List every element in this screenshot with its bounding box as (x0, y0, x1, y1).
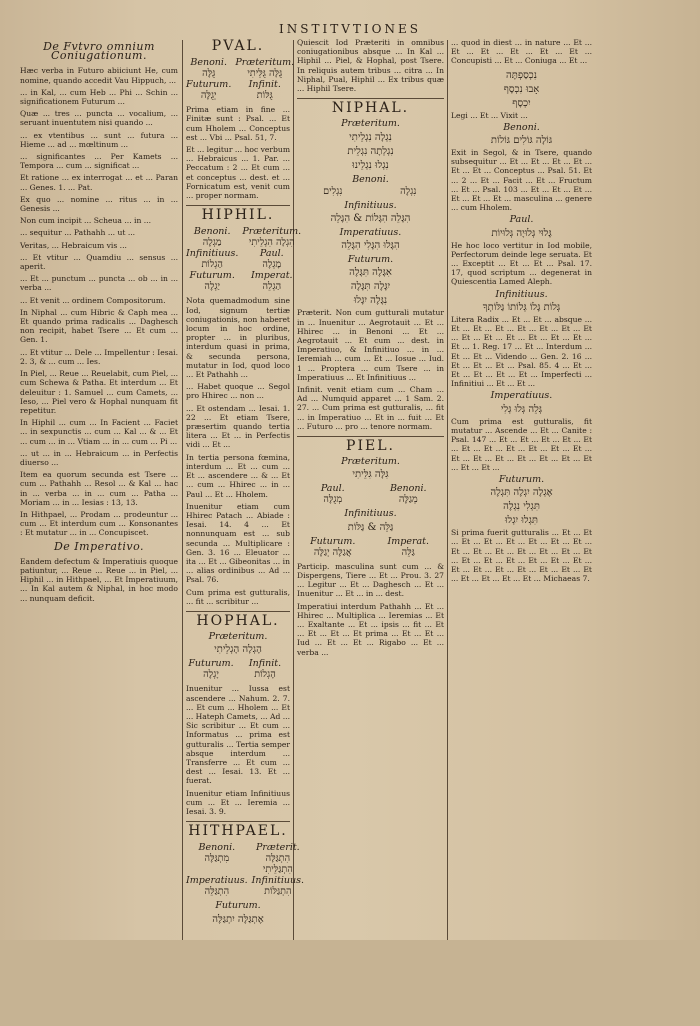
label: Futurum. (186, 79, 232, 91)
section-heading-hiphil: HIPHIL. (201, 207, 275, 224)
hebrew-form: נִגָּלֶה יִגָּלוּ (353, 295, 388, 307)
column-1 (20, 38, 178, 948)
hebrew-form: הַגְלֵה (262, 281, 282, 293)
paragraph: Veritas, ... Hebraicum vis ... (20, 240, 127, 250)
hebrew-form: נִכְסַפְתָּה (506, 69, 537, 81)
col1-body2 (20, 308, 178, 538)
hithpael-paradigm (186, 842, 305, 898)
section-heading-futurum: Futurum. (498, 473, 545, 485)
pual-paradigm (186, 57, 295, 102)
paragraph: Imperatiui interdum Pathahh ... Et ... Hhirec ... Multiplica ... Ieremias ... Et ... Exaltante ... Et ... ipsis ... fit ... Et ... Et ... Et ... Et prima ... Et ... Et ... Iud ... Et ... Et ... Rigabo ... Et ... verba ... (297, 601, 444, 657)
hebrew-form: תִּגְלִי נִגְלֶה (503, 501, 540, 513)
paragraph: Cum prima est gutturalis, ... fit ... scribitur ... (186, 587, 290, 606)
section-heading-paul: Paul. (509, 214, 534, 226)
hebrew-form: נִגְלִים (323, 185, 343, 197)
hebrew-form: גִּלָּה גִּלֵּיתִי (352, 469, 389, 481)
column-rule (182, 40, 183, 940)
paragraph: Si prima fuerit gutturalis ... Et ... Et ... Et ... Et ... Et ... Et ... Et ... Et ... Et ... Et ... Et ... Et ... Et ... Et ... Et ... Et ... Et ... Et ... Et ... Et ... Et ... Et ... Et ... Et ... Et ... Et ... Et ... Et ... Et ... Et ... Et ... Et ... Michaeas 7. (451, 528, 592, 584)
paragraph: Quæ ... tres ... puncta ... vocalium, ... seruant inuentutem nisi quando ... (20, 109, 178, 128)
hebrew-form: יִכְסָף (512, 97, 531, 109)
section-heading-infinitiuus: Infinitiuus. (495, 288, 548, 300)
label: Infinit. (248, 79, 281, 91)
column-rule (447, 40, 448, 940)
hebrew-form: גֻּלֶּה (202, 68, 216, 80)
hebrew-form: יִגָּלֶה תִּגָּלֶה (350, 281, 391, 293)
label: Infinitiuus. (344, 199, 397, 211)
label: Præteritum. (208, 631, 268, 643)
label: Paul. (320, 483, 345, 495)
hebrew-form: גַּלֵּה (401, 546, 415, 558)
paragraph: Et ratione ... ex interrogat ... et ... Paran ... Genes. 1. ... Pat. (20, 173, 178, 192)
paragraph: Quiescit Iod Præteriti in omnibus coniugationibus absque ... In Kal ... Hiphil ... Piel, & Hophal, post Tsere. In reliquis autem tribus ... citra ... In Niphal, Pual, Hiphil ... Ex tribus quæ ... Hiphil Tsere. (297, 38, 444, 94)
hebrew-form: נִגְלֶה (400, 185, 417, 197)
label: Benoni. (198, 842, 236, 854)
hebrew-form: גֻּלּוֹת (256, 90, 273, 102)
col1-body1 (20, 66, 178, 304)
label: Benoni. (190, 57, 227, 69)
section-heading-hithpael: HITHPAEL. (188, 823, 288, 840)
section-heading-pual: PVAL. (211, 38, 265, 54)
section-heading-de-futuro: De Fvtvro omnium Coniugationum. (43, 40, 155, 63)
paragraph: Nota quemadmodum sine Iod, signum tertiæ coniugationis, non haberet locum in hoc ordine, propter ... in pluribus, interdum quasi in prima, & secunda persona, mutatur in Iod, quod loco ... Et Pathahh ... (186, 296, 290, 380)
paragraph: Particip. masculina sunt cum ... & Dispergens, Tiere ... Et ... Prou. 3. 27 ... Legitur ... Et ... Daghesch ... Et ... Inuenitur ... Et ... in ... dest. (297, 561, 444, 599)
hebrew-form: יַגְלֶה (204, 281, 221, 293)
hebrew-form: יְגֻלֶּה (200, 90, 217, 102)
hebrew-form: הִתְגַּלֵּה (204, 886, 230, 898)
label: Infinit. (248, 658, 282, 670)
label: Futurum. (347, 254, 394, 266)
paragraph: ... Et venit ... ordinem Compositorum. (20, 295, 166, 305)
paragraph: ... sequitur ... Pathahh ... ut ... (20, 228, 136, 238)
hebrew-form: מַגְלֶה (202, 237, 222, 249)
label: Imperat. (251, 270, 293, 282)
paragraph: Et ... legitur ... hoc verbum ... Hebraicus ... 1. Par. ... Peccatum : 2 ... Et cum ... et conceptus ... dest. et ... Fornicatum est, venit cum ... proper normam. (186, 145, 291, 201)
hebrew-form: הִגָּלוּ הִגָּלִי הִגָּלֵה (341, 240, 400, 252)
section-heading-hophal: HOPHAL. (196, 612, 280, 629)
paragraph: ... Et vtitur ... Quamdiu ... sensus ... aperit. (20, 252, 178, 272)
label: Præteritum. (341, 456, 400, 468)
paragraph: ... Et ostendam ... Iesai. 1. 22 ... Et etiam Tsere, præsertim quando tertia litera ... Et ... in Perfectis vidi ... Et ... (186, 403, 290, 450)
label: Imperat. (387, 535, 429, 547)
paragraph: In tertia persona fœmina, interdum ... Et ... cum ... Et ... ascendere ... & ... Et ... cum ... Hhirec ... in ... Paul ... Et ... Hholem. (186, 452, 290, 499)
hebrew-form: תִּגְלוּ יִגְלוּ (505, 515, 538, 527)
label: Infinitiuus. (251, 875, 305, 887)
label: Benoni. (193, 226, 231, 238)
column-rule (293, 40, 294, 940)
niphal-benoni (297, 186, 444, 197)
paragraph: ... significantes ... Per Kamets ... Tempora ... cum ... significat ... (20, 152, 178, 171)
divider (186, 205, 290, 206)
label: Benoni. (389, 483, 427, 495)
paragraph: ... ex vtentibus ... sunt ... futura ... Hieme ... ad ... mœltinum ... (20, 130, 178, 149)
hiphil-paradigm (186, 226, 302, 293)
section-heading-benoni: Benoni. (503, 121, 540, 133)
hebrew-form: נִגְלְתָה נִגְלֵית (347, 145, 394, 157)
paragraph: Inuenitur ... Iussa est ascendere ... Nahum. 2. 7. ... Et cum ... Hholem ... Et ... Hateph Camets, ... Ad ... Sic scribitur ... Et cum ... Informatus ... prima est gutturalis ... Tertia semper absque interdum ... Transferre ... Et cum ... dest ... Iesai. 13. Et ... fuerat. (186, 684, 290, 786)
label: Præteritum. (341, 118, 400, 130)
paragraph: ... Et ... punctum ... puncta ... ob ... in ... verba ... (20, 274, 178, 293)
section-heading-imperatiuus: Imperatiuus. (490, 390, 553, 402)
hophal-paradigm (186, 658, 290, 680)
paragraph: Cum prima est gutturalis, fit mutatur ... Ascende ... Et ... Canite : Psal. 147 ... Et ... Et ... Et ... Et ... Et ... Et ... Et ... Et ... Et ... Et ... Et ... Et ... Et ... Et ... Et ... Et ... Et ... Et ... Et ... Et ... (451, 416, 592, 472)
hebrew-form: מְגֻלֶּה (323, 494, 343, 506)
paragraph: Hæc verba in Futuro abiiciunt He, cum nomine, quando accedit Vau Hippuch, ... (20, 66, 178, 85)
section-heading-de-imperativo: De Imperativo. (53, 539, 145, 553)
paragraph: Prima etiam in fine ... Finitæ sunt : Psal. ... Et cum Hholem ... Conceptus est ... Vbi ... Psal. 51, 7. (186, 105, 290, 142)
hebrew-form: הִתְגַּלּוֹת (264, 886, 292, 898)
hebrew-form: יָגְלֶה (203, 669, 219, 681)
page-bottom-margin (0, 940, 700, 1026)
hebrew-form: מְגַלֶּה (398, 494, 418, 506)
hebrew-form: אֲגַלֶּה יְגַלֶּה (313, 546, 352, 558)
label: Futurum. (188, 658, 234, 670)
paragraph: In Hiphil ... cum ... In Facient ... Faciet ... in sexpunctis ... cum ... Kal ... & ... Et ... cum ... in ... Vtiam ... in ... cum ... Pi ... (20, 418, 178, 446)
hebrew-form: גּוֹלָה גּוֹלִים גּוֹלוֹת (490, 135, 553, 147)
label: Imperatiuus. (186, 875, 248, 887)
paragraph: Præterit. Non cum gutturali mutatur in ... Inuenitur ... Aegrotauit ... Et ... Hhirec ... in Benoni ... Et ... Aegrotauit ... Et cum ... dest. in Imperatiuo, & Infinitiuo ... in ... Ieremiah ... cum ... Et ... Iosue ... Iud. 1 ... Proptera ... cum Tsere ... in Imperatiuus ... Et Infinitiuus ... (297, 308, 444, 382)
column-3 (297, 38, 444, 948)
label: Imperatiuus. (339, 227, 402, 239)
paragraph: In Hithpael, ... Prodam ... prodeuntur ... cum ... Et interdum cum ... Konsonantes : Et mutatur ... in ... Concupiscet. (20, 509, 178, 538)
hebrew-form: אִגָּלֶה תִּגָּלֶה (349, 267, 392, 279)
label: Paul. (259, 248, 284, 260)
paragraph: Eandem defectum & Imperatiuis quoque patiuntur, ... Reue ... Reue ... in Piel, ... Hiphil ... in Hithpael, ... Et Imperatiuum, ... In Kal autem & Niphal, in hoc modo ... nunquam deficit. (20, 556, 178, 603)
label: Præteritum. (235, 57, 295, 69)
divider (186, 821, 290, 822)
paragraph: ... quod in diest ... in nature ... Et ... Et ... Et ... Et ... Et ... Et ... Concupisti ... Et ... Coniuga ... Et ... (451, 38, 592, 66)
label: Futurum. (215, 900, 261, 912)
paragraph: Inuenitur etiam cum Hhirec Patach ... Abiade : Iesai. 14. 4 ... Et nonnunquam est ... sub secunda ... Multiplicare : Gen. 3. 16 ... Eleuator ... ita ... Et ... Gibeonitas ... in ... alias ordinibus ... Ad ... Psal. 76. (186, 501, 290, 585)
paragraph: ... in Kal, ... cum Heb ... Phi ... Schin ... significationem Futurum ... (20, 87, 178, 107)
piel-paradigm-2 (297, 536, 444, 558)
paragraph: Inuenitur etiam Infinitiuus cum ... Et ... Ieremia ... Iesai. 3. 9. (186, 788, 290, 816)
paragraph: Ex quo ... nomine ... ritus ... in ... Genesis ... (20, 194, 178, 214)
paragraph: ... ut ... in ... Hebraicum ... in Perfectis diuerso ... (20, 448, 178, 467)
section-heading-piel: PIEL. (346, 438, 395, 455)
label: Præteritum. (242, 226, 302, 238)
hebrew-form: אָבוּ נִכְסָף (503, 83, 540, 95)
divider (297, 98, 444, 99)
paragraph: Item ea quorum secunda est Tsere ... cum ... Pathahh ... Resol ... & Kal ... hac in ... verba ... in ... cum ... Patha ... Moriam ... in ... Iesias : 13, 13. (20, 470, 178, 507)
hebrew-form: גָּלוּי גְּלוּיָה גְּלוּיוֹת (491, 227, 552, 239)
label: Futurum. (310, 535, 356, 547)
column-4 (451, 38, 592, 948)
hebrew-form: מִתְגַּלֶּה (204, 853, 230, 865)
hebrew-form: אֶתְגַּלֶּה יִתְגַּלֶּה (212, 913, 264, 925)
hebrew-form: אֶגְלֶה יִגְלֶה תִּגְלֶה (490, 487, 553, 499)
hebrew-form: הִגְלָה הִגְלֵיתִי (248, 237, 295, 249)
paragraph: He hoc loco vertitur in Iod mobile, Perfectorum deinde lege seruata. Et ... Exceptit ... Et ... Et ... Psal. 17. 17, quod scriptum ... degenerat in Quiescentia Lamed Aleph. (451, 240, 592, 287)
hebrew-form: הָגְלָה הָגְלֵיתִי (214, 644, 262, 656)
hebrew-form: הִתְגַּלָּה הִתְגַּלֵּיתִי (262, 853, 293, 876)
paragraph: Litera Radix ... Et ... Et ... absque ... Et ... Et ... Et ... Et ... Et ... Et ... Et ... Et ... Et ... Et ... Et ... Et ... Et ... Et ... 1. Reg. 17 ... Et ... Interdum ... Et ... Et ... Videndo ... Gen. 2. 16 ... Et ... Et ... Et ... Psal. 85. 4 ... Et ... Et ... Et ... Et ... Et ... Imperfecti ... Infinitiui ... Et ... Et ... (451, 314, 592, 389)
paragraph: ... Habet quoque ... Segol pro Hhirec ... non ... (186, 382, 290, 401)
hebrew-form: גְּלֵה גְּלוּ גְּלִי (500, 403, 543, 415)
hebrew-form: נִגְלָה נִגְלֵיתִי (349, 131, 392, 143)
label: Infinitiuus. (344, 508, 397, 520)
paragraph: ... Et vtitur ... Dele ... Impellentur : Iesai. 2. 3, & ... cum ... Ies. (20, 347, 178, 366)
paragraph: Legi ... Et ... Vixit ... (451, 110, 528, 120)
label: Infinitiuus. (186, 248, 239, 260)
paragraph: In Piel, ... Reue ... Reuelabit, cum Piel, ... cum Schewa & Patha. Et interdum ... Et deleuitur : 1. Samuel ... cum Camets, ... Ieso, ... Piel vero & Hophal nunquam fit repetitur. (20, 369, 178, 415)
paragraph: Exit in Segol, & in Tsere, quando subsequitur ... Et ... Et ... Et ... Et ... Et ... Et ... Conceptus ... Psal. 51. Et ... 2 ... Et ... Facit ... Et ... Fructum ... Et ... Psal. 103 ... Et ... Et ... Et ... Et ... Et ... Et ... masculina ... genere ... cum Hholem. (451, 148, 592, 213)
hebrew-form: גַּלֵּה & גַּלּוֹת (347, 521, 394, 533)
hebrew-form: הִגָּלֵה הִגָּלוֹת & הִגָּלֵה (330, 213, 411, 225)
running-head: INSTITVTIONES (279, 22, 421, 36)
hebrew-form: נִגְלוּ נִגְלֵינוּ (352, 159, 389, 171)
divider (297, 436, 444, 437)
hebrew-form: הַגְלוֹת (201, 259, 223, 271)
label: Præterit. (255, 842, 300, 854)
column-2 (186, 38, 305, 948)
piel-paradigm (297, 483, 444, 505)
divider (186, 611, 290, 612)
paragraph: In Niphal ... cum Hibric & Caph mea ... Et quando prima radicalis ... Daghesch non recipit, habet Tsere ... Et cum ... Gen. 1. (20, 307, 178, 345)
section-heading-niphal: NIPHAL. (331, 100, 410, 117)
hebrew-form: גֻּלָּה גֻּלֵּיתִי (247, 68, 283, 80)
hebrew-form: הָגְלוֹת (254, 669, 276, 681)
hebrew-form: גְּלוֹת גָּלוֹ גְּלוֹתוֹ גַּלּוֹתְךָ (482, 301, 561, 313)
hebrew-form: מָגְלֶה (262, 259, 282, 271)
paragraph: Non cum incipit ... Scheua ... in ... (20, 216, 151, 226)
label: Benoni. (352, 173, 389, 185)
label: Futurum. (189, 270, 235, 282)
paragraph: Infinit. venit etiam cum ... Cham ... Ad ... Numquid apparet ... 1 Sam. 2. 27. ... Cum prima est gutturalis, ... fit ... in Imperatiuo ... Et in ... fuit ... Et ... Futuro ... pro ... tenore normam. (297, 385, 444, 431)
